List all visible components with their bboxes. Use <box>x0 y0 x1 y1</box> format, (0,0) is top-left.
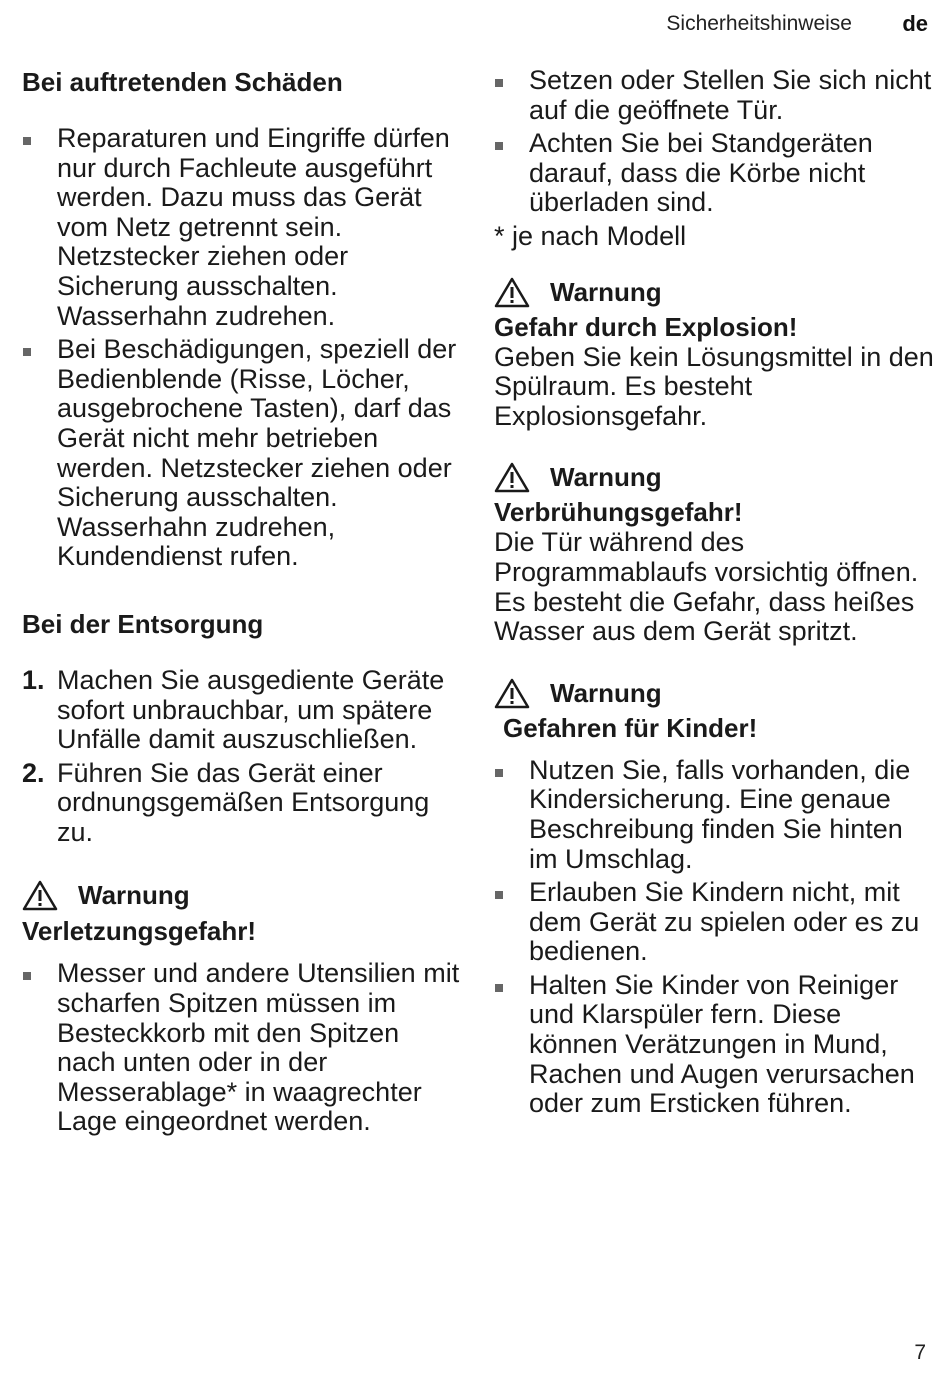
list-item: Erlauben Sie Kindern nicht, mit dem Gerät zu spielen oder es zu bedienen. <box>494 878 934 967</box>
list-item: Achten Sie bei Standgeräten darauf, dass die Körbe nicht überladen sind. <box>494 129 934 218</box>
warning-label-row <box>494 461 934 493</box>
list-item: Reparaturen und Eingriffe dürfen nur durch Fachleute ausgeführt werden. Dazu muss das Gerät vom Netz getrennt sein. Netzstecker ziehen oder Sicherung ausschalten. Wasserhahn zudrehen. <box>22 124 462 331</box>
injury-list <box>22 959 462 1137</box>
step-item <box>22 759 462 848</box>
list-item: Halten Sie Kinder von Reiniger und Klarspüler fern. Diese können Verätzungen in Mund, Rachen und Augen verursachen oder zum Ersticken führen. <box>494 971 934 1119</box>
warning-explosion <box>494 276 934 432</box>
warning-label: Warnung <box>78 880 190 911</box>
warning-label: Warnung <box>550 677 662 708</box>
warning-text: Geben Sie kein Lösungsmittel in den Spülraum. Es besteht Explosionsgefahr. <box>494 341 934 431</box>
disposal-steps <box>22 666 462 848</box>
warning-title: Verbrühungsgefahr! <box>494 497 743 528</box>
warning-label: Warnung <box>550 462 662 493</box>
warning-text: Die Tür während des Programmablaufs vorsichtig öffnen. Es besteht die Gefahr, dass heißes Wasser aus dem Gerät spritzt. <box>494 527 919 647</box>
warning-triangle-icon <box>22 879 58 911</box>
children-list <box>494 756 934 1119</box>
left-column <box>22 66 462 1141</box>
step-item <box>22 666 462 755</box>
warning-title: Gefahren für Kinder! <box>503 712 758 743</box>
continued-list <box>494 66 934 218</box>
heading-damage: Bei auftretenden Schäden <box>22 67 343 97</box>
heading-disposal: Bei der Entsorgung <box>22 608 264 639</box>
step-text: Machen Sie ausgediente Geräte sofort unbrauchbar, um spätere Unfälle damit auszuschließen. <box>57 664 445 755</box>
warning-label-row <box>494 677 934 709</box>
warning-title: Gefahr durch Explosion! <box>494 311 798 342</box>
warning-label-row <box>22 879 462 911</box>
warning-triangle-icon <box>494 461 530 493</box>
step-number: 1. <box>22 664 45 695</box>
header-section-title: Sicherheitshinweise <box>666 12 852 35</box>
warning-injury <box>22 879 462 1137</box>
header-language-code: de <box>902 11 928 36</box>
list-item: Setzen oder Stellen Sie sich nicht auf die geöffnete Tür. <box>494 66 934 125</box>
warning-triangle-icon <box>494 677 530 709</box>
step-number: 2. <box>22 757 45 788</box>
list-item: Nutzen Sie, falls vorhanden, die Kindersicherung. Eine genaue Beschreibung finden Sie hinten im Umschlag. <box>494 756 934 874</box>
warning-label: Warnung <box>550 276 662 307</box>
damage-list <box>22 124 462 572</box>
warning-scald <box>494 461 934 646</box>
step-text: Führen Sie das Gerät einer ordnungsgemäßen Entsorgung zu. <box>57 757 430 847</box>
warning-triangle-icon <box>494 276 530 308</box>
right-column <box>494 66 934 1123</box>
page-number: 7 <box>914 1341 926 1364</box>
list-item: Messer und andere Utensilien mit scharfen Spitzen müssen im Besteckkorb mit den Spitzen nach unten oder in der Messerablage* in waagrechter Lage eingeordnet werden. <box>22 959 462 1137</box>
warning-children <box>494 677 934 1119</box>
footnote: * je nach Modell <box>494 220 687 251</box>
warning-title: Verletzungsgefahr! <box>22 916 257 947</box>
list-item: Bei Beschädigungen, speziell der Bedienblende (Risse, Löcher, ausgebrochene Tasten), darf das Gerät nicht mehr betrieben werden. Netzstecker ziehen oder Sicherung ausschalten. Wasserhahn zudrehen, Kundendienst rufen. <box>22 335 462 572</box>
warning-label-row <box>494 276 934 308</box>
